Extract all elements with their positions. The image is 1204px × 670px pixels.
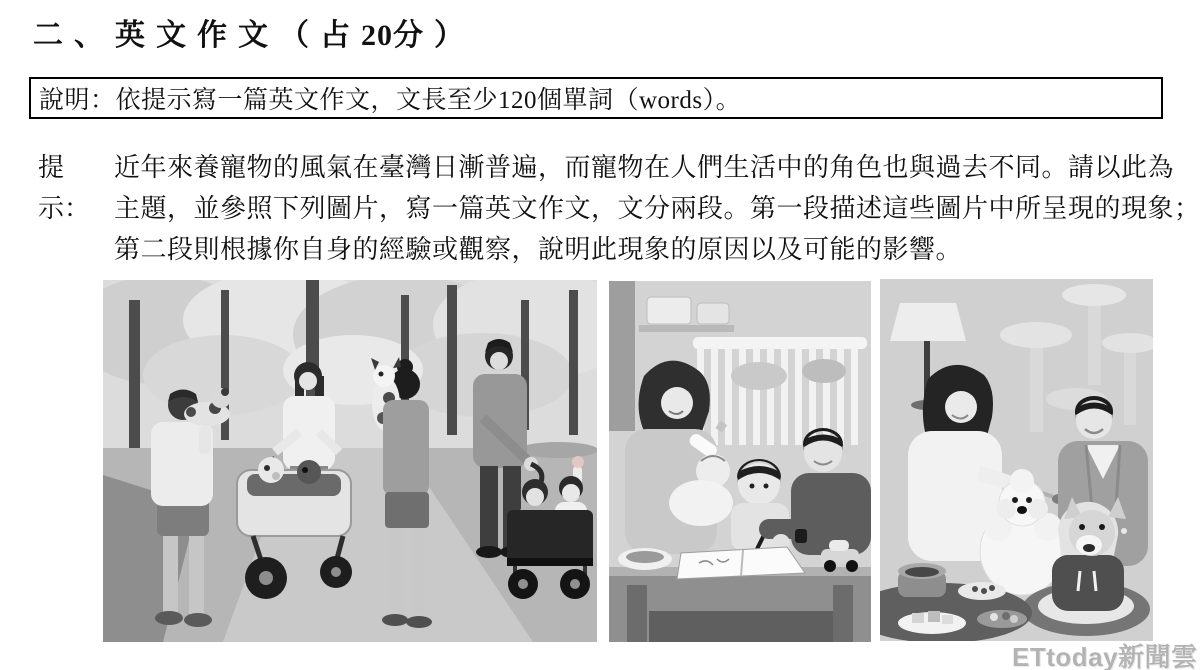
instruction-text: 說明：依提示寫一篇英文作文，文長至少120個單詞（words）。	[39, 87, 742, 114]
section-points: 20	[361, 19, 393, 52]
table-with-book	[609, 540, 871, 642]
watermark-ettoday: ETtoday新聞雲	[1012, 642, 1198, 670]
prompt-line-2: 主題，並參照下列圖片，寫一篇英文作文，文分兩段。第一段描述這些圖片中所呈現的現象；	[114, 194, 1201, 223]
distant-walker-shadow	[518, 442, 597, 458]
photo-park-walk	[103, 280, 597, 642]
prompt-line-3: 第二段則根據你自身的經驗或觀察，說明此現象的原因以及可能的影響。	[114, 235, 963, 264]
photo-feeding-dogs	[880, 279, 1153, 641]
section-title-text: 二、英文作文（占	[33, 19, 361, 52]
section-title-tail: 分）	[393, 19, 475, 52]
curtain	[609, 281, 635, 431]
prompt-label: 提示：	[38, 153, 91, 223]
prompt-line-1: 近年來養寵物的風氣在臺灣日漸普遍，而寵物在人們生活中的角色也與過去不同。請以此為	[114, 153, 1175, 182]
photo-family-baby	[609, 281, 871, 642]
